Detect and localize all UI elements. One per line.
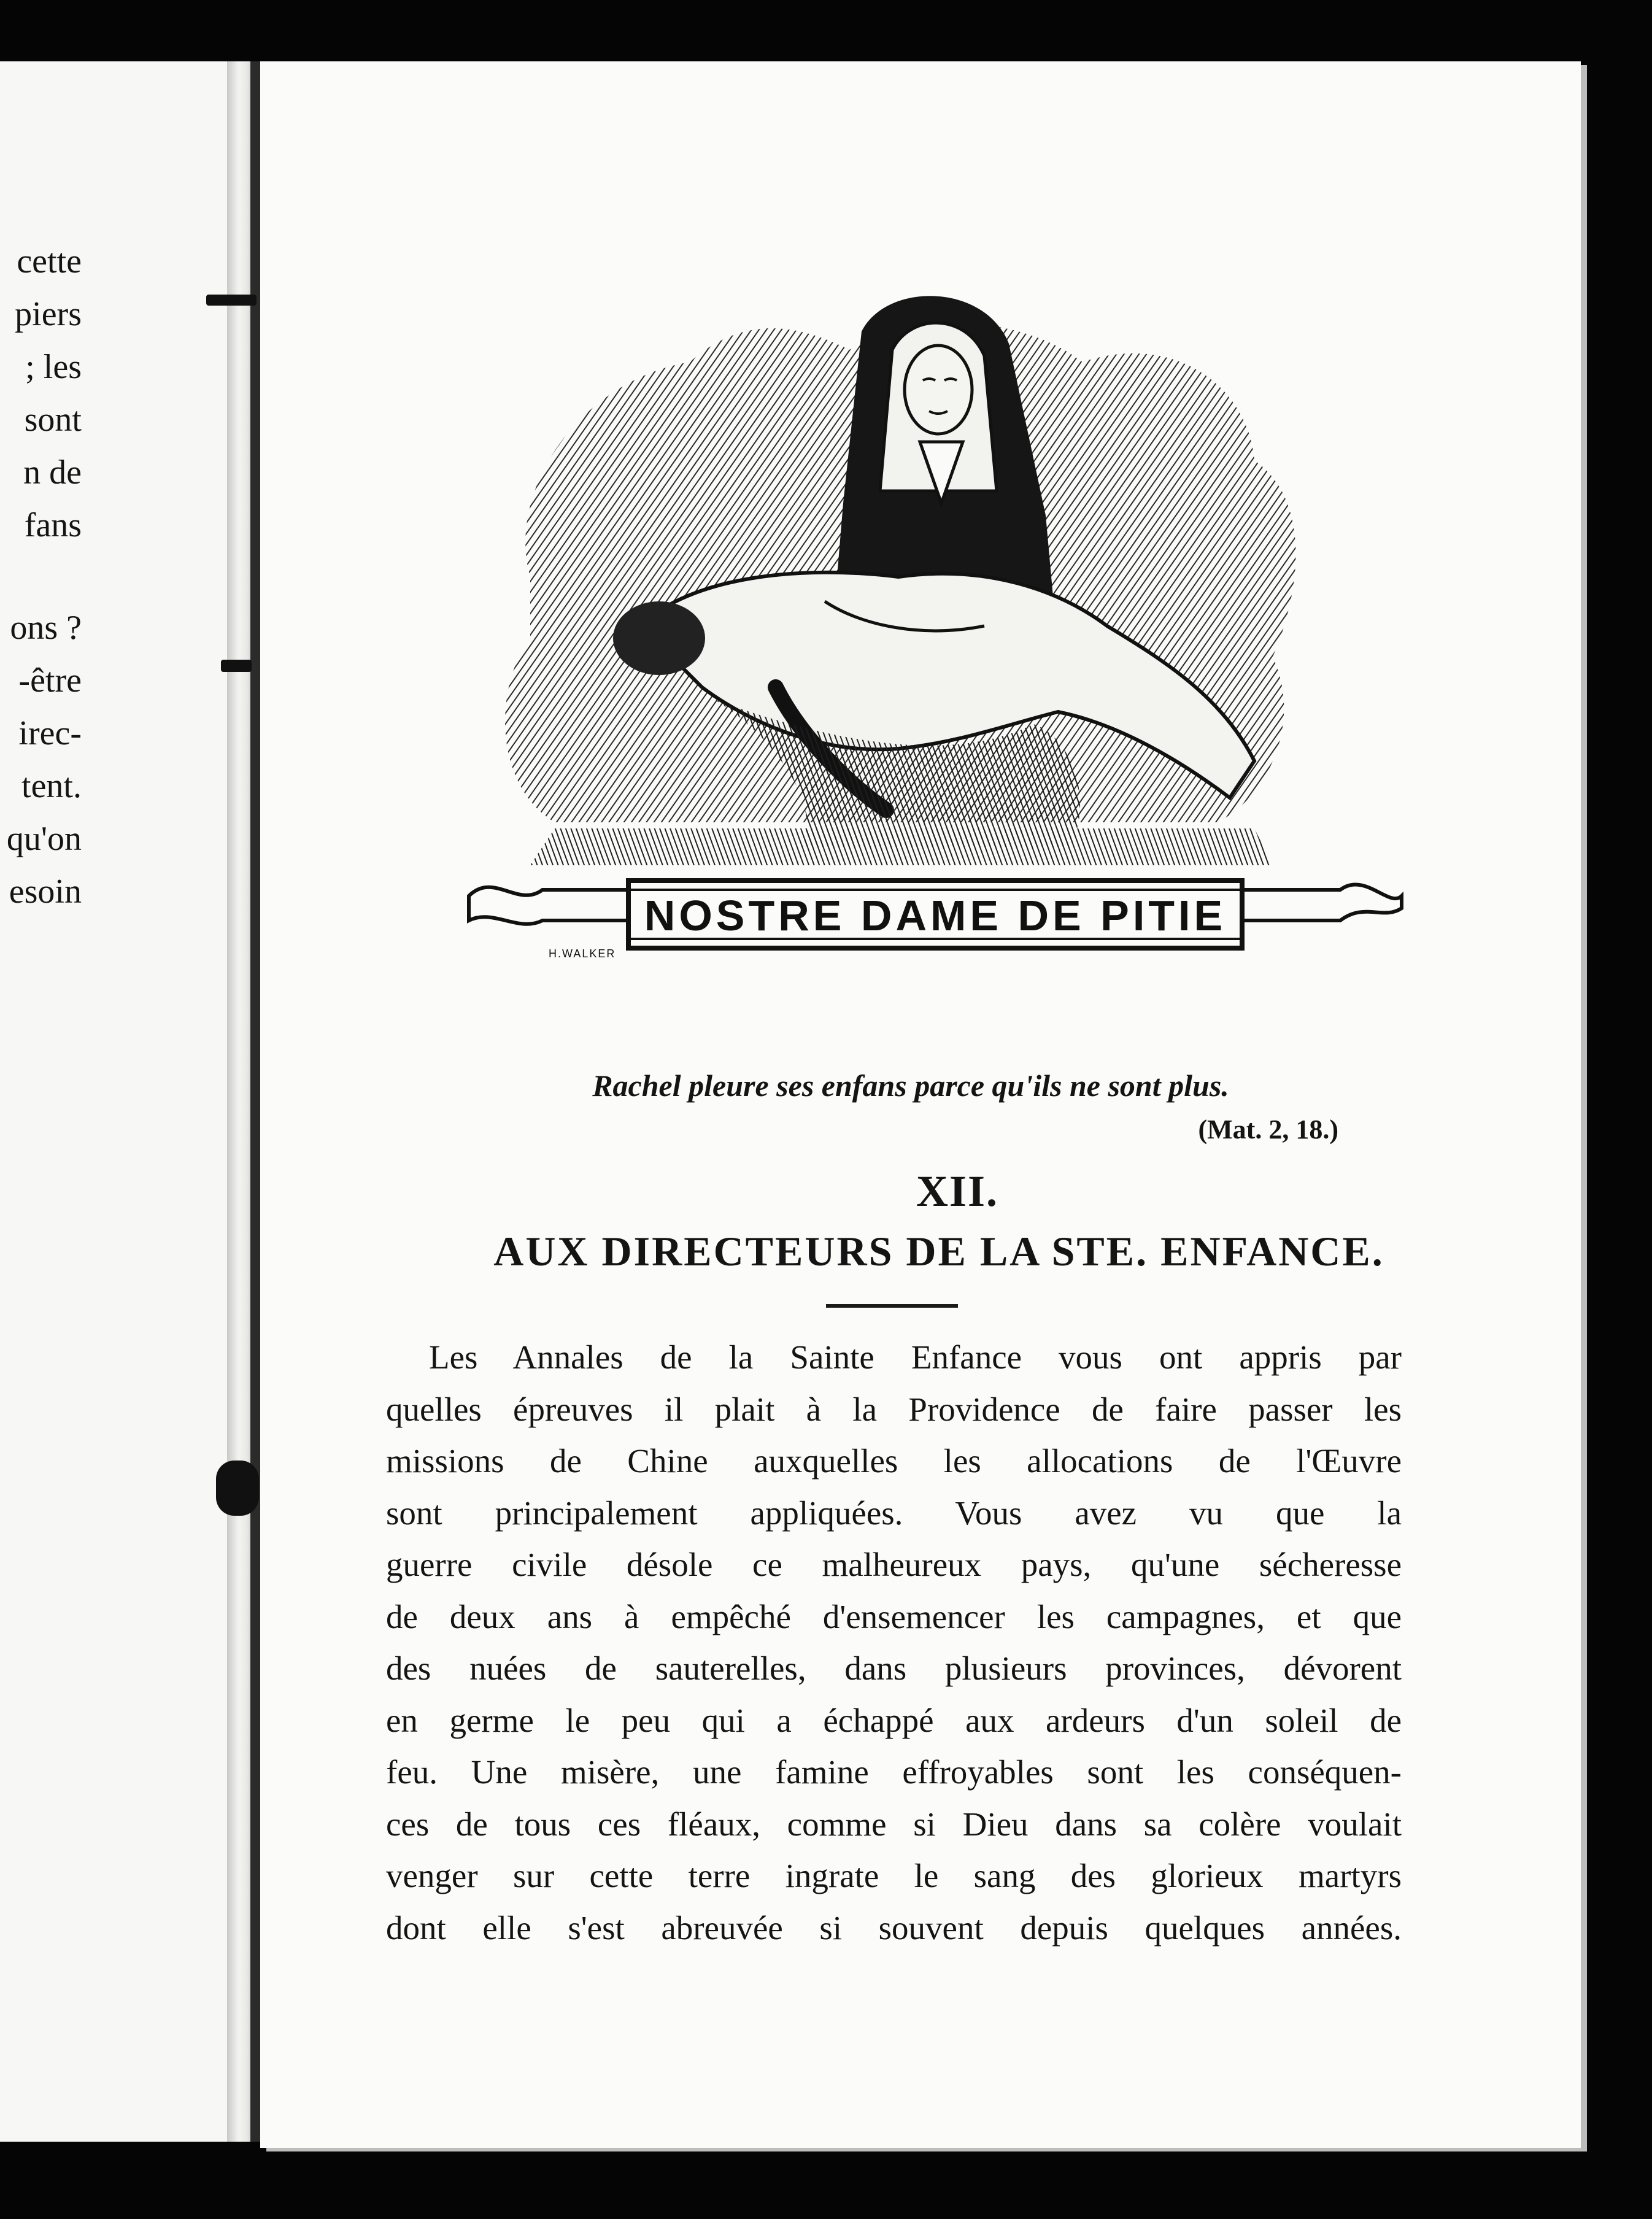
body-line: Les Annales de la Sainte Enfance vous ont appris par <box>429 1338 1402 1376</box>
body-line: de deux ans à empêché d'ensemencer les campagnes, et que <box>386 1597 1402 1635</box>
left-page-fragment: -être <box>18 662 82 700</box>
book-page <box>260 61 1581 2148</box>
left-page-fragment: ; les <box>25 348 82 386</box>
body-line: guerre civile désole ce malheureux pays, qu'une sécheresse <box>386 1546 1402 1583</box>
body-line: missions de Chine auxquelles les allocations de l'Œuvre <box>386 1442 1402 1480</box>
binding-stitch <box>216 1461 259 1516</box>
left-page-fragment: esoin <box>9 873 82 911</box>
section-numeral: XII. <box>916 1167 999 1216</box>
pieta-engraving <box>457 258 1408 1062</box>
left-page-fragment: qu'on <box>6 820 82 858</box>
banner-text: NOSTRE DAME DE PITIE <box>644 892 1227 940</box>
mary-face <box>905 345 972 434</box>
left-page-fragment: ons ? <box>10 609 82 647</box>
body-paragraph <box>386 1332 1402 1954</box>
body-line: quelles épreuves il plait à la Providence de faire passer les <box>386 1390 1402 1428</box>
engraver-signature: H.WALKER <box>549 947 616 960</box>
body-line: en germe le peu qui a échappé aux ardeurs d'un soleil de <box>386 1701 1402 1739</box>
binding-stitch <box>221 660 252 672</box>
binding-stitch <box>206 295 257 306</box>
left-page-fragment: sont <box>24 401 82 439</box>
section-heading: AUX DIRECTEURS DE LA STE. ENFANCE. <box>493 1228 1384 1275</box>
ground <box>530 828 1273 865</box>
body-line: des nuées de sauterelles, dans plusieurs provinces, dévorent <box>386 1650 1402 1687</box>
christ-head <box>613 601 705 675</box>
body-line: venger sur cette terre ingrate le sang des glorieux martyrs <box>386 1857 1402 1894</box>
left-page-fragment: piers <box>15 295 82 333</box>
page-edge-shadow <box>250 61 260 2142</box>
left-page-fragment: tent. <box>21 767 82 805</box>
body-line: feu. Une misère, une famine effroyables sont les conséquen- <box>386 1753 1402 1791</box>
left-page-fragment: fans <box>24 506 82 544</box>
scripture-reference: (Mat. 2, 18.) <box>1198 1114 1338 1144</box>
body-line: ces de tous ces fléaux, comme si Dieu dans sa colère voulait <box>386 1805 1402 1843</box>
left-page-fragment: cette <box>17 242 82 280</box>
left-page-fragment: irec- <box>18 714 82 752</box>
body-line: sont principalement appliquées. Vous avez vu que la <box>386 1494 1402 1532</box>
left-page-fragment: n de <box>23 453 82 492</box>
previous-page <box>0 61 242 2142</box>
heading-rule <box>826 1304 958 1308</box>
illustration-caption: Rachel pleure ses enfans parce qu'ils ne sont plus. <box>592 1068 1229 1103</box>
body-line: dont elle s'est abreuvée si souvent depuis quelques années. <box>386 1908 1402 1947</box>
